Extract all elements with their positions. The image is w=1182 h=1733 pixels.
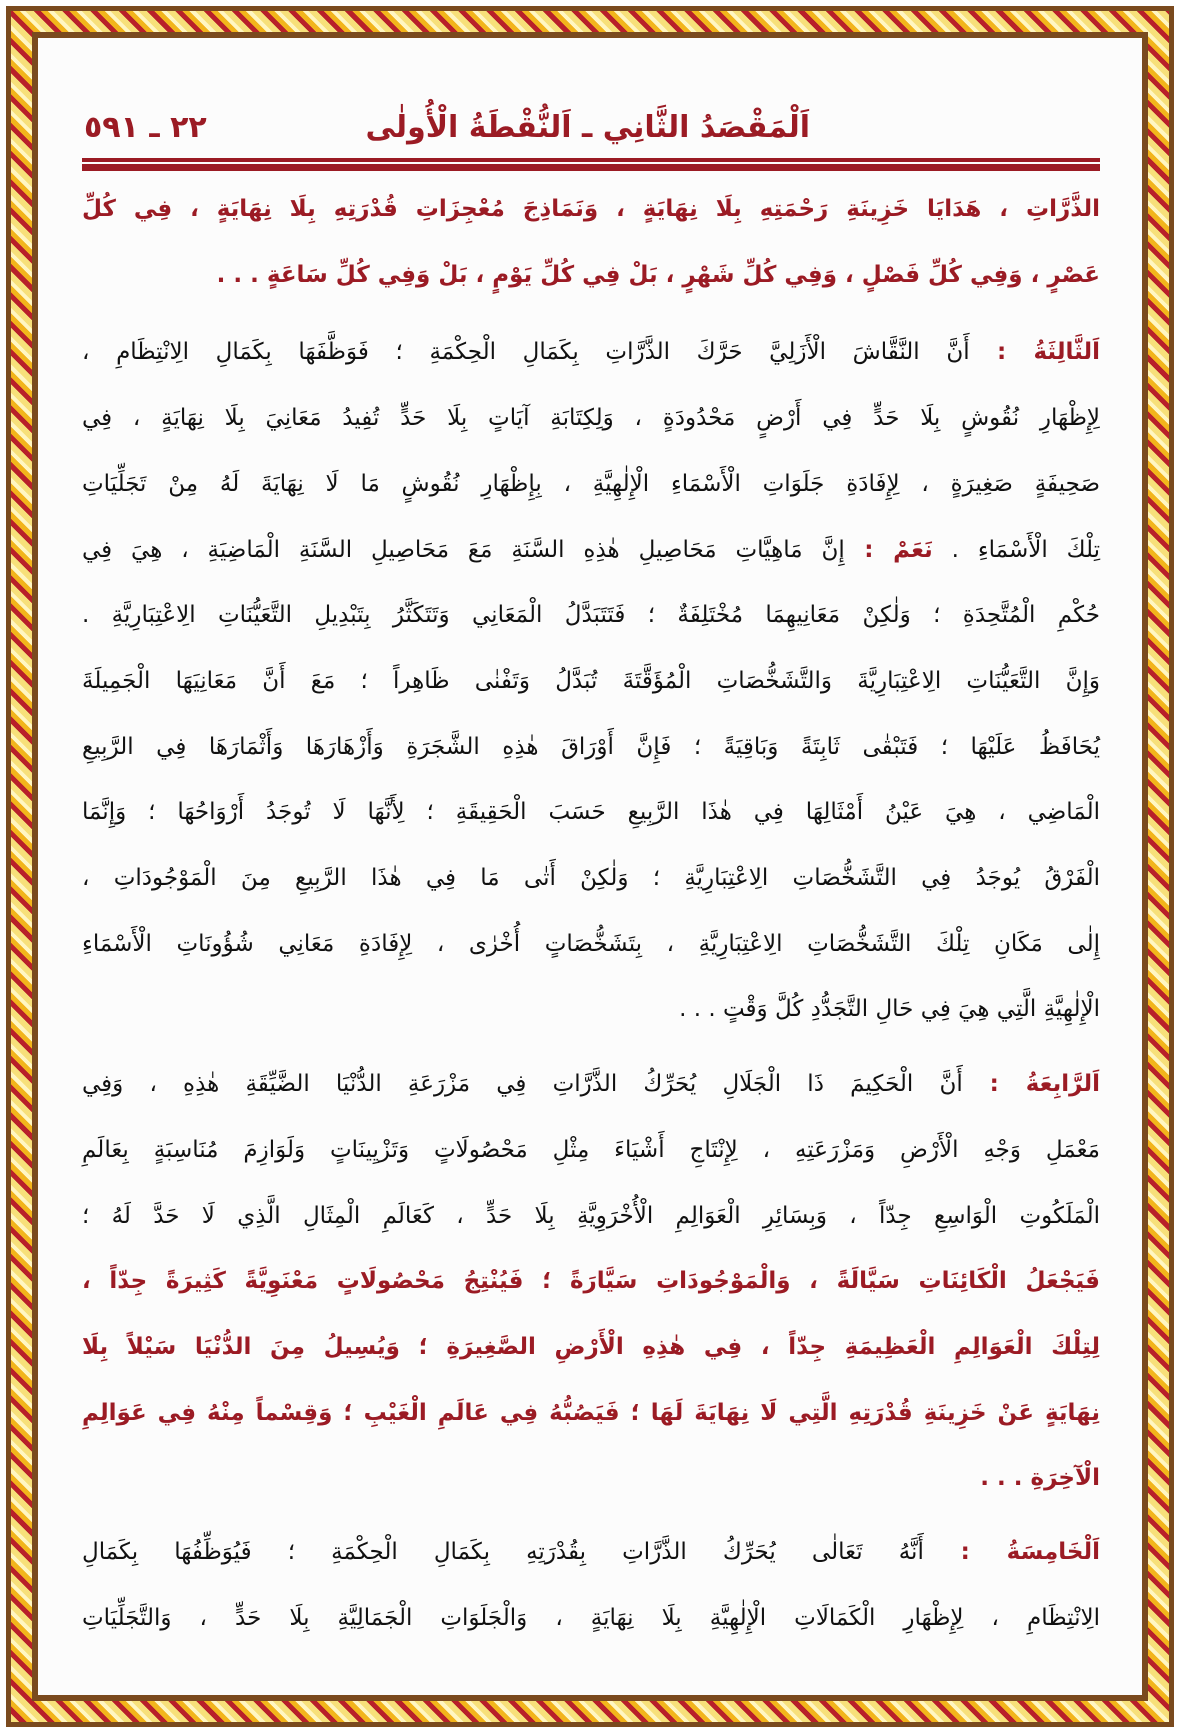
text-line — [82, 320, 1100, 386]
text-line — [82, 177, 1100, 243]
text-line — [82, 912, 1100, 978]
paragraph — [82, 320, 1100, 1043]
line-text: أَنَّ النَّقَّاشَ الْأَزَلِيَّ حَرَّكَ الذَّرَّاتِ بِكَمَالِ الْحِكْمَةِ ؛ فَوَظَّفَهَا بِكَمَالِ الِانْتِظَامِ ، — [82, 339, 970, 366]
line-text: يُحَافَظُ عَلَيْهَا ؛ فَتَبْقٰى ثَابِتَةً وَبَاقِيَةً ؛ فَإِنَّ أَوْرَاقَ هٰذِهِ الشَّجَرَةِ وَأَزْهَارَهَا وَأَثْمَارَهَا فِي الرَّبِيعِ — [82, 733, 1100, 760]
paragraph — [82, 177, 1100, 308]
text-line — [82, 1184, 1100, 1250]
highlighted-text: لِتِلْكَ الْعَوَالِمِ الْعَظِيمَةِ جِدّاً ، فِي هٰذِهِ الْأَرْضِ الصَّغِيرَةِ ؛ وَيُسِيلُ مِنَ الدُّنْيَا سَيْلاً بِلَا — [82, 1333, 1100, 1360]
highlighted-text: نِهَايَةٍ عَنْ خَزِينَةِ قُدْرَتِهِ الَّتِي لَا نِهَايَةَ لَهَا ؛ فَيَصُبُّهُ فِي عَالَمِ الْغَيْبِ ؛ وَقِسْماً مِنْهُ فِي عَوَالِمِ — [82, 1399, 1100, 1426]
line-text: لِإِظْهَارِ نُقُوشٍ بِلَا حَدٍّ فِي أَرْضٍ مَحْدُودَةٍ ، وَلِكِتَابَةِ آيَاتٍ بِلَا حَدٍّ تُفِيدُ مَعَانِيَ بِلَا نِهَايَةٍ ، فِي — [82, 405, 1100, 432]
line-text: الْإِلٰهِيَّةِ الَّتِي هِيَ فِي حَالِ التَّجَدُّدِ كُلَّ وَقْتٍ . . . — [679, 996, 1100, 1023]
highlighted-text: اَلْخَامِسَةُ : — [923, 1539, 1100, 1566]
section-title: اَلْمَقْصَدُ الثَّانِي ـ اَلنُّقْطَةُ الْأُولٰى — [365, 110, 810, 145]
line-text: إِنَّ مَاهِيَّاتِ مَحَاصِيلِ هٰذِهِ السَّنَةِ مَعَ مَحَاصِيلِ السَّنَةِ الْمَاضِيَةِ ، هِيَ فِي — [82, 536, 845, 563]
highlighted-text: اَلرَّابِعَةُ : — [962, 1071, 1101, 1098]
text-line — [82, 1381, 1100, 1447]
highlighted-text: الْآخِرَةِ . . . — [980, 1465, 1100, 1492]
line-text: تِلْكَ الْأَسْمَاءِ . — [932, 536, 1100, 563]
text-line — [82, 1315, 1100, 1381]
text-line — [82, 1118, 1100, 1184]
text-line — [82, 386, 1100, 452]
line-text: الْفَرْقُ يُوجَدُ فِي التَّشَخُّصَاتِ الِاعْتِبَارِيَّةِ ؛ وَلٰكِنْ أَتٰى مَا فِي هٰذَا الرَّبِيعِ مِنَ الْمَوْجُودَاتِ ، — [82, 865, 1100, 892]
text-line — [82, 1586, 1100, 1652]
line-text: الِانْتِظَامِ ، لِإِظْهَارِ الْكَمَالَاتِ الْإِلٰهِيَّةِ بِلَا نِهَايَةٍ ، وَالْجَلَوَاتِ الْجَمَالِيَّةِ بِلَا حَدٍّ ، وَالتَّجَلِّيَاتِ — [82, 1604, 1100, 1631]
text-line — [82, 780, 1100, 846]
header-rule — [82, 158, 1100, 162]
page-content — [82, 0, 1101, 1631]
line-text: إِلٰى مَكَانِ تِلْكَ التَّشَخُّصَاتِ الِاعْتِبَارِيَّةِ ، بِتَشَخُّصَاتٍ أُخْرٰى ، لِإِفَادَةِ مَعَانِي شُؤُونَاتِ الْأَسْمَاءِ — [82, 930, 1100, 957]
line-text: أَنَّهُ تَعَالٰى يُحَرِّكُ الذَّرَّاتِ بِقُدْرَتِهِ بِكَمَالِ الْحِكْمَةِ ؛ فَيُوَظِّفُهَا بِكَمَالِ — [82, 1539, 924, 1566]
text-line — [82, 649, 1100, 715]
line-text: وَإِنَّ التَّعَيُّنَاتِ الِاعْتِبَارِيَّةَ وَالتَّشَخُّصَاتِ الْمُؤَقَّتَةَ تُبَدَّلُ وَتَفْنٰى ظَاهِراً ؛ مَعَ أَنَّ مَعَانِيَهَا الْجَمِيلَةَ — [82, 667, 1100, 694]
text-line — [82, 583, 1100, 649]
highlighted-text: نَعَمْ : — [844, 536, 933, 563]
text-line — [82, 1520, 1100, 1586]
text-line — [82, 715, 1100, 781]
paragraph — [82, 1520, 1100, 1651]
highlighted-text: عَصْرٍ ، وَفِي كُلِّ فَصْلٍ ، وَفِي كُلِّ شَهْرٍ ، بَلْ فِي كُلِّ يَوْمٍ ، بَلْ وَفِي كُلِّ سَاعَةٍ . . . — [216, 261, 1100, 288]
text-line — [82, 518, 1100, 584]
line-text: الْمَاضِي ، هِيَ عَيْنُ أَمْثَالِهَا فِي هٰذَا الرَّبِيعِ حَسَبَ الْحَقِيقَةِ ؛ لِأَنَّهَا لَا تُوجَدُ أَرْوَاحُهَا ؛ وَإِنَّمَا — [82, 799, 1100, 826]
line-text: حُكْمِ الْمُتَّحِدَةِ ؛ وَلٰكِنْ مَعَانِيهِمَا مُخْتَلِفَةٌ ؛ فَتَتَبَدَّلُ الْمَعَانِي وَتَتَكَثَّرُ بِتَبْدِيلِ التَّعَيُّنَاتِ الِاعْتِبَارِيَّةِ . — [82, 602, 1100, 629]
text-line — [82, 452, 1100, 518]
text-line — [82, 846, 1100, 912]
highlighted-text: اَلثَّالِثَةُ : — [969, 339, 1100, 366]
text-line — [82, 1446, 1100, 1512]
text-line — [82, 1052, 1100, 1118]
line-text: صَحِيفَةٍ صَغِيرَةٍ ، لِإِفَادَةِ جَلَوَاتِ الْأَسْمَاءِ الْإِلٰهِيَّةِ ، بِإِظْهَارِ نُقُوشٍ مَا لَا نِهَايَةَ لَهُ مِنْ تَجَلِّيَاتِ — [82, 470, 1100, 497]
line-text: الْمَلَكُوتِ الْوَاسِعِ جِدّاً ، وَبِسَائِرِ الْعَوَالِمِ الْأُخْرَوِيَّةِ بِلَا حَدٍّ ، كَعَالَمِ الْمِثَالِ الَّذِي لَا حَدَّ لَهُ ؛ — [82, 1202, 1100, 1229]
highlighted-text: فَيَجْعَلُ الْكَائِنَاتِ سَيَّالَةً ، وَالْمَوْجُودَاتِ سَيَّارَةً ؛ فَيُنْتِجُ مَحْصُولَاتٍ مَعْنَوِيَّةً كَثِيرَةً جِدّاً ، — [82, 1268, 1100, 1295]
line-text: أَنَّ الْحَكِيمَ ذَا الْجَلَالِ يُحَرِّكُ الذَّرَّاتِ فِي مَزْرَعَةِ الدُّنْيَا الضَّيِّقَةِ هٰذِهِ ، وَفِي — [82, 1071, 963, 1098]
highlighted-text: الذَّرَّاتِ ، هَدَايَا خَزِينَةِ رَحْمَتِهِ بِلَا نِهَايَةٍ ، وَنَمَاذِجَ مُعْجِزَاتِ قُدْرَتِهِ بِلَا نِهَايَةٍ ، فِي كُلِّ — [82, 196, 1100, 222]
text-line — [82, 977, 1100, 1043]
body-text — [82, 177, 1100, 1651]
line-text: مَعْمَلِ وَجْهِ الْأَرْضِ وَمَزْرَعَتِهِ ، لِإِنْتَاجِ أَشْيَاءَ مِثْلِ مَحْصُولَاتٍ وَتَزْيِينَاتٍ وَلَوَازِمَ مُنَاسِبَةٍ بِعَالَمِ — [82, 1136, 1100, 1163]
header-rule-thick — [82, 164, 1100, 171]
text-line — [82, 243, 1100, 309]
paragraph — [82, 1052, 1100, 1512]
running-header — [82, 0, 1100, 160]
page-number: ٢٢ ـ ٥٩١ — [84, 110, 207, 145]
text-line — [82, 1249, 1100, 1315]
